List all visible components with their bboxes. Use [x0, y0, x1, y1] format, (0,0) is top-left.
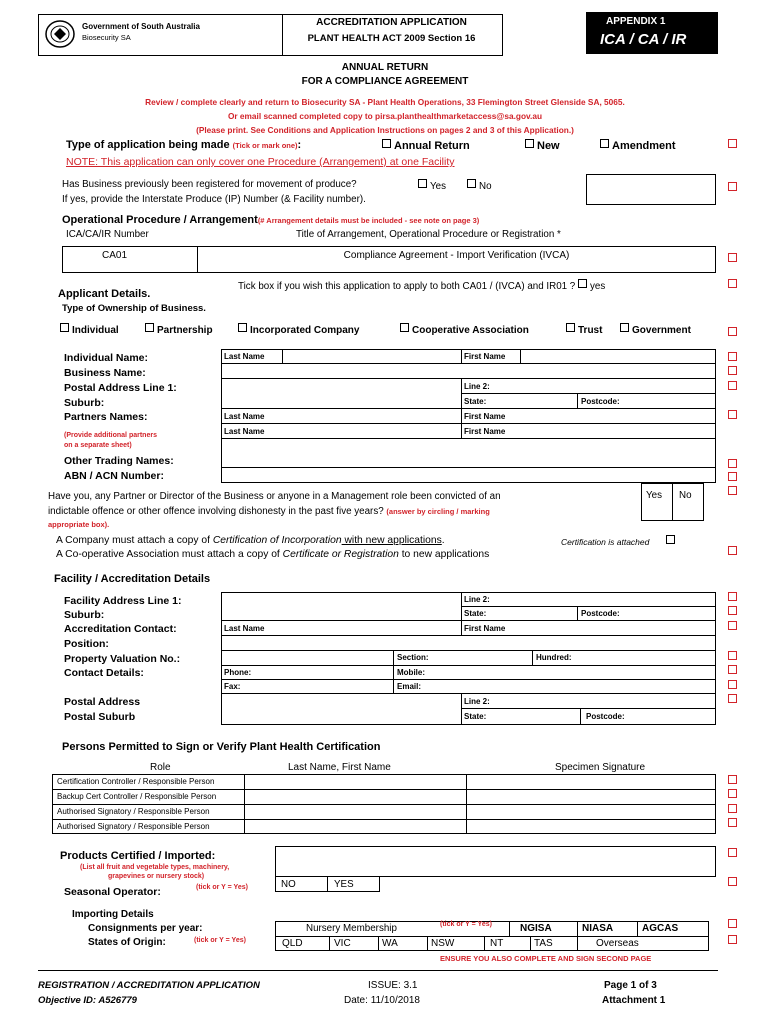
appendix-label: APPENDIX 1 — [606, 16, 666, 27]
label-postal-address-fac: Postal Address — [64, 696, 141, 708]
postal-state-label: State: — [464, 397, 487, 406]
prev-reg-yes[interactable]: Yes — [418, 179, 446, 192]
postal-fac-line2-field[interactable] — [461, 693, 716, 709]
margin-checkbox[interactable] — [728, 366, 737, 375]
facility-heading: Facility / Accreditation Details — [54, 573, 211, 585]
header-title-line2: PLANT HEALTH ACT 2009 Section 16 — [307, 33, 476, 44]
persons-role-4: Authorised Signatory / Responsible Person — [57, 822, 210, 831]
membership-agcas-label: AGCAS — [642, 923, 679, 934]
facility-postcode-label: Postcode: — [581, 609, 620, 618]
ownership-incorporated[interactable]: Incorporated Company — [238, 323, 359, 336]
postal-fac-line2-label: Line 2: — [464, 697, 490, 706]
both-procedures-question[interactable]: Tick box if you wish this application to apply to both CA01 / (IVCA) and IR01 ? yes — [238, 281, 606, 292]
facility-line2-field[interactable] — [461, 592, 716, 607]
nursery-label: Nursery Membership — [306, 923, 397, 934]
applicant-heading: Applicant Details. — [58, 288, 151, 300]
persons-role-2: Backup Cert Controller / Responsible Person — [57, 792, 217, 801]
margin-checkbox[interactable] — [728, 472, 737, 481]
abn-field[interactable] — [221, 467, 716, 483]
subtitle-line1: ANNUAL RETURN — [341, 62, 429, 73]
prev-reg-question: Has Business previously been registered for movement of produce? — [62, 179, 357, 190]
partner1-last-name: Last Name — [224, 412, 265, 421]
instructions-line1: Review / complete clearly and return to Biosecurity SA - Plant Health Operations, 33 Flemington Street Glenside SA, 5065. — [145, 97, 625, 107]
margin-checkbox[interactable] — [728, 694, 737, 703]
label-contact-details: Contact Details: — [64, 667, 144, 679]
contact-first-divider — [461, 620, 462, 636]
margin-checkbox[interactable] — [728, 651, 737, 660]
facility-line2-label: Line 2: — [464, 595, 490, 604]
procedure-number: CA01 — [102, 250, 128, 261]
postal-line2-field[interactable] — [461, 378, 716, 394]
margin-checkbox[interactable] — [728, 253, 737, 262]
margin-checkbox[interactable] — [728, 486, 737, 495]
margin-checkbox[interactable] — [728, 546, 737, 555]
importing-line2: Consignments per year: — [88, 923, 203, 934]
margin-checkbox[interactable] — [728, 279, 737, 288]
mobile-field[interactable] — [393, 665, 716, 680]
hundred-label: Hundred: — [536, 653, 572, 662]
seasonal-label: Seasonal Operator: — [64, 886, 161, 898]
ownership-individual[interactable]: Individual — [60, 323, 119, 336]
contact-first-name: First Name — [464, 624, 506, 633]
margin-checkbox[interactable] — [728, 410, 737, 419]
label-position: Position: — [64, 638, 109, 650]
procedure-col1: ICA/CA/IR Number — [66, 229, 149, 240]
label-postal-address: Postal Address Line 1: — [64, 382, 177, 394]
margin-checkbox[interactable] — [728, 352, 737, 361]
app-type-amendment[interactable]: Amendment — [600, 139, 676, 152]
footer-date: Date: 11/10/2018 — [344, 995, 420, 1006]
conviction-hint2: appropriate box). — [48, 520, 110, 529]
app-type-annual-return[interactable]: Annual Return — [382, 139, 470, 152]
margin-checkbox[interactable] — [728, 606, 737, 615]
margin-checkbox[interactable] — [728, 327, 737, 336]
conviction-yes-box[interactable] — [641, 483, 673, 521]
importing-hint: (tick or Y = Yes) — [194, 937, 246, 944]
seasonal-yes: YES — [334, 879, 354, 890]
partner2-first-name: First Name — [464, 427, 506, 436]
conviction-no: No — [679, 490, 692, 501]
persons-col-role: Role — [150, 762, 171, 773]
other-trading-field[interactable] — [221, 438, 716, 468]
margin-checkbox[interactable] — [728, 182, 737, 191]
label-abn: ABN / ACN Number: — [64, 470, 164, 482]
facility-state-label: State: — [464, 609, 487, 618]
margin-checkbox[interactable] — [728, 381, 737, 390]
procedure-title: Compliance Agreement - Import Verification (IVCA) — [343, 250, 570, 261]
margin-checkbox[interactable] — [728, 789, 737, 798]
fax-field[interactable] — [221, 679, 394, 694]
margin-checkbox[interactable] — [728, 459, 737, 468]
margin-checkbox[interactable] — [728, 818, 737, 827]
nursery-hint: (tick or Y = Yes) — [440, 921, 492, 928]
partner1-first-name: First Name — [464, 412, 506, 421]
app-type-note: NOTE: This application can only cover one Procedure (Arrangement) at one Facility — [66, 156, 455, 168]
app-type-new[interactable]: New — [525, 139, 560, 152]
margin-checkbox[interactable] — [728, 848, 737, 857]
subtitle-line2: FOR A COMPLIANCE AGREEMENT — [301, 76, 469, 87]
label-postal-suburb-fac: Postal Suburb — [64, 711, 136, 723]
email-field[interactable] — [393, 679, 716, 694]
margin-checkbox[interactable] — [728, 775, 737, 784]
label-facility-address: Facility Address Line 1: — [64, 595, 182, 607]
procedure-heading: Operational Procedure / Arrangement(# Arrangement details must be included - see note on page 3) — [62, 214, 480, 226]
gov-line1: Government of South Australia — [82, 22, 200, 31]
partners-note2: on a separate sheet) — [64, 442, 132, 449]
conviction-no-box[interactable] — [672, 483, 704, 521]
label-valuation: Property Valuation No.: — [64, 653, 181, 665]
state-overseas-label: Overseas — [596, 938, 639, 949]
margin-checkbox[interactable] — [728, 592, 737, 601]
instructions-line3: (Please print. See Conditions and Application Instructions on pages 2 and 3 of this Application.) — [196, 125, 574, 135]
margin-checkbox[interactable] — [728, 919, 737, 928]
certification-attached[interactable]: Certification is attached — [561, 535, 678, 547]
header-title-line1: ACCREDITATION APPLICATION — [316, 17, 467, 28]
persons-col-signature: Specimen Signature — [555, 762, 646, 773]
gov-line2: Biosecurity SA — [82, 33, 131, 42]
conviction-yes: Yes — [646, 490, 662, 501]
footer-objective: Objective ID: A526779 — [38, 995, 137, 1006]
ip-number-field[interactable] — [586, 174, 716, 205]
persons-role-1: Certification Controller / Responsible Person — [57, 777, 215, 786]
state-nt-label: NT — [490, 938, 504, 949]
position-field[interactable] — [221, 635, 716, 651]
seasonal-hint: (tick or Y = Yes) — [196, 884, 248, 891]
products-note2: grapevines or nursery stock) — [108, 873, 205, 880]
state-nsw-label: NSW — [431, 938, 455, 949]
state-wa-label: WA — [382, 938, 398, 949]
label-business-name: Business Name: — [64, 367, 146, 379]
state-qld-label: QLD — [282, 938, 303, 949]
footer-page: Page 1 of 3 — [604, 980, 657, 991]
footer-title: REGISTRATION / ACCREDITATION APPLICATION — [38, 980, 260, 991]
contact-last-name: Last Name — [224, 624, 265, 633]
prev-reg-followup: If yes, provide the Interstate Produce (IP) Number (& Facility number). — [62, 194, 366, 205]
gov-sa-logo-icon — [44, 19, 76, 49]
label-facility-suburb: Suburb: — [64, 609, 105, 621]
conviction-line1: Have you, any Partner or Director of the Business or anyone in a Management role been convicted of an — [48, 491, 501, 502]
footer-divider — [38, 970, 718, 971]
partner2-last-name: Last Name — [224, 427, 265, 436]
membership-ngisa-label: NGISA — [520, 923, 552, 934]
margin-checkbox[interactable] — [728, 621, 737, 630]
persons-col-name: Last Name, First Name — [288, 762, 391, 773]
ownership-trust[interactable]: Trust — [566, 323, 602, 336]
section-label: Section: — [397, 653, 429, 662]
attach-company: A Company must attach a copy of Certification of Incorporation with new applications. — [56, 535, 445, 546]
label-other-trading: Other Trading Names: — [64, 455, 174, 467]
individual-last-name-label: Last Name — [224, 352, 265, 361]
ownership-heading: Type of Ownership of Business. — [62, 303, 206, 314]
margin-checkbox[interactable] — [728, 935, 737, 944]
label-individual-name: Individual Name: — [64, 352, 149, 364]
fax-label: Fax: — [224, 682, 241, 691]
individual-first-name-label: First Name — [464, 352, 506, 361]
margin-checkbox[interactable] — [728, 877, 737, 886]
postal-fac-postcode-label: Postcode: — [586, 712, 625, 721]
procedure-col2: Title of Arrangement, Operational Procedure or Registration * — [296, 229, 561, 240]
app-type-label: Type of application being made (Tick or mark one): — [66, 139, 302, 151]
conviction-line2: indictable offence or other offence involving dishonesty in the past five years? (answer by circling / marking — [48, 506, 490, 517]
label-accreditation-contact: Accreditation Contact: — [64, 623, 177, 635]
membership-niasa-label: NIASA — [582, 923, 614, 934]
postal-line2-label: Line 2: — [464, 382, 490, 391]
footer-attachment: Attachment 1 — [602, 995, 666, 1006]
label-partners: Partners Names: — [64, 411, 148, 423]
form-code: ICA / CA / IR — [600, 31, 687, 48]
partners-note1: (Provide additional partners — [64, 432, 157, 439]
postal-postcode-label: Postcode: — [581, 397, 620, 406]
persons-heading: Persons Permitted to Sign or Verify Plant Health Certification — [62, 741, 381, 753]
prev-reg-no[interactable]: No — [467, 179, 492, 192]
label-suburb: Suburb: — [64, 397, 105, 409]
products-note1: (List all fruit and vegetable types, machinery, — [80, 864, 230, 871]
products-field[interactable] — [275, 846, 716, 877]
ownership-cooperative[interactable]: Cooperative Association — [400, 323, 529, 336]
mobile-label: Mobile: — [397, 668, 425, 677]
postal-fac-state-label: State: — [464, 712, 487, 721]
margin-checkbox[interactable] — [728, 804, 737, 813]
seasonal-no: NO — [281, 879, 296, 890]
importing-line1: Importing Details — [72, 909, 154, 920]
attach-coop: A Co-operative Association must attach a copy of Certificate or Registration to new applications — [56, 549, 490, 560]
ensure-second-page: ENSURE YOU ALSO COMPLETE AND SIGN SECOND PAGE — [440, 954, 652, 963]
products-heading: Products Certified / Imported: — [60, 850, 216, 862]
ownership-partnership[interactable]: Partnership — [145, 323, 213, 336]
state-vic-label: VIC — [334, 938, 351, 949]
margin-checkbox[interactable] — [728, 665, 737, 674]
margin-checkbox[interactable] — [728, 139, 737, 148]
footer-issue: ISSUE: 3.1 — [368, 980, 418, 991]
state-tas-label: TAS — [534, 938, 553, 949]
ownership-government[interactable]: Government — [620, 323, 691, 336]
margin-checkbox[interactable] — [728, 680, 737, 689]
importing-line3: States of Origin: — [88, 937, 166, 948]
phone-label: Phone: — [224, 668, 252, 677]
procedure-number-cell[interactable] — [62, 246, 198, 273]
instructions-line2: Or email scanned completed copy to pirsa.planthealthmarketaccess@sa.gov.au — [227, 111, 543, 121]
persons-role-3: Authorised Signatory / Responsible Person — [57, 807, 210, 816]
email-label: Email: — [397, 682, 422, 691]
business-name-field[interactable] — [221, 363, 716, 379]
